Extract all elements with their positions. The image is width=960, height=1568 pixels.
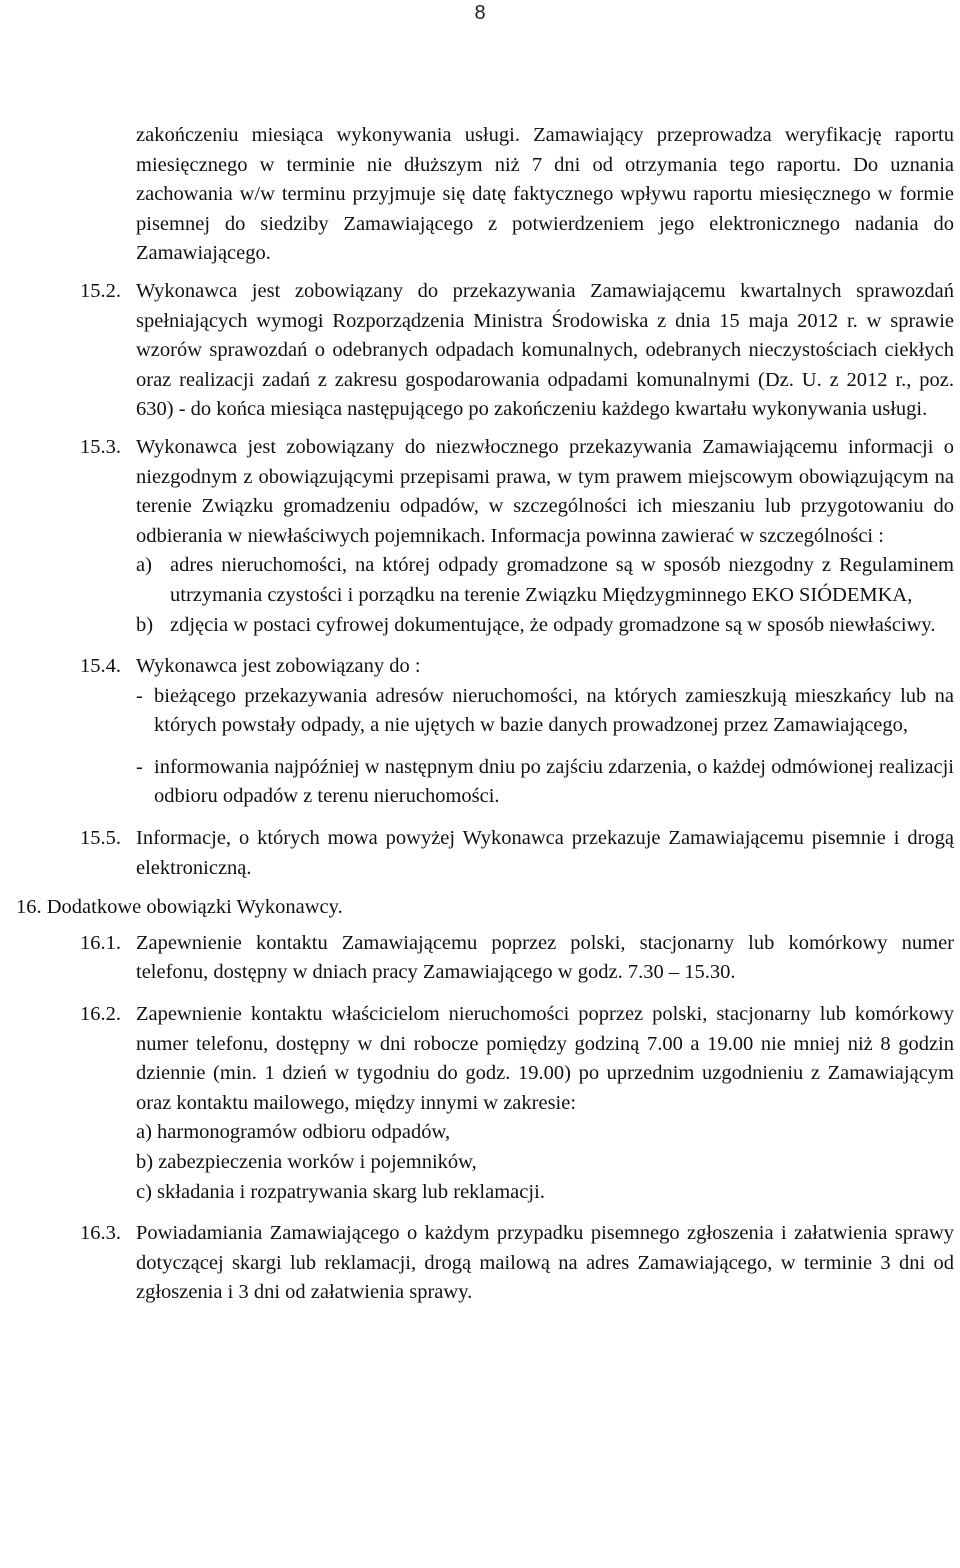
section-text: Zapewnienie kontaktu Zamawiającemu poprzez polski, stacjonarny lub komórkowy numer telefonu, dostępny w dniach pracy Zamawiającego w godz. 7.30 – 15.30. — [136, 931, 954, 984]
list-item-text: adres nieruchomości, na której odpady gromadzone są w sposób niezgodny z Regulaminem utrzymania czystości i porządku na terenie Związku Międzygminnego EKO SIÓDEMKA, — [170, 554, 954, 606]
page-number: 8 — [474, 2, 486, 24]
section-text: Wykonawca jest zobowiązany do : — [136, 655, 421, 678]
section-number: 15.2. — [80, 279, 121, 302]
section-16-2 — [0, 1000, 960, 1207]
section-number: 15.4. — [80, 655, 121, 678]
list-item-text: informowania najpóźniej w następnym dniu po zajściu zdarzenia, o każdej odmówionej realizacji odbioru odpadów z terenu nieruchomości. — [154, 755, 954, 808]
section-number: 16.2. — [80, 1003, 121, 1026]
section-16-heading: 16. Dodatkowe obowiązki Wykonawcy. — [16, 896, 343, 919]
section-15-3-list — [0, 551, 960, 640]
lead-paragraph: zakończeniu miesiąca wykonywania usługi. Zamawiający przeprowadza weryfikację raportu miesięcznego w terminie nie dłuższym niż 7 dni od otrzymania tego raportu. Do uznania zachowania w/w terminu przyjmuje się datę faktycznego wpływu raportu miesięcznego w formie pisemnej do siedziby Zamawiającego z potwierdzeniem jego elektronicznego nadania do Zamawiającego. — [136, 124, 954, 265]
section-number: 15.3. — [80, 435, 121, 458]
list-marker: - — [136, 684, 143, 707]
section-text: Powiadamiania Zamawiającego o każdym przypadku pisemnego zgłoszenia i załatwienia sprawy dotyczącej skargi lub reklamacji, drogą mailową na adres Zamawiającego, w terminie 3 dni od zgłoszenia i 3 dni od załatwienia sprawy. — [136, 1222, 954, 1304]
section-15-3 — [0, 433, 960, 551]
document-body — [0, 121, 960, 1308]
section-15-2 — [0, 277, 960, 425]
section-number: 16.3. — [80, 1222, 121, 1245]
list-item: b) zabezpieczenia worków i pojemników, — [136, 1151, 477, 1173]
list-item — [136, 551, 954, 610]
list-marker: - — [136, 755, 143, 778]
section-15-5 — [0, 824, 960, 883]
list-item: a) harmonogramów odbioru odpadów, — [136, 1121, 451, 1144]
section-16-1 — [0, 929, 960, 988]
section-number: 15.5. — [80, 827, 121, 850]
section-15-4-list — [0, 682, 960, 812]
section-text: Zapewnienie kontaktu właścicielom nieruchomości poprzez polski, stacjonarny lub komórkowy numer telefonu, dostępny w dni robocze pomiędzy godziną 7.00 a 19.00 nie mniej niż 8 godzin dziennie (min. 1 dzień w tygodniu do godz. 19.00) po uprzednim uzgodnieniu z Zamawiającym oraz kontaktu mailowego, między innymi w zakresie: — [136, 1003, 954, 1114]
section-text: Wykonawca jest zobowiązany do przekazywania Zamawiającemu kwartalnych sprawozdań spełniających wymogi Rozporządzenia Ministra Środowiska z dnia 15 maja 2012 r. w sprawie wzorów sprawozdań o odebranych odpadach komunalnych, odebranych nieczystościach ciekłych oraz realizacji zadań z zakresu gospodarowania odpadami komunalnymi (Dz. U. z 2012 r., poz. 630) - do końca miesiąca następującego po zakończeniu każdego kwartału wykonywania usługi. — [136, 279, 954, 421]
section-16-3 — [0, 1219, 960, 1308]
section-text: Wykonawca jest zobowiązany do niezwłocznego przekazywania Zamawiającemu informacji o niezgodnym z obowiązującymi przepisami prawa, w tym prawem miejscowym obowiązującym na terenie Związku gromadzeniu odpadów, w szczególności ich mieszaniu lub przygotowaniu do odbierania w niewłaściwych pojemnikach. Informacja powinna zawierać w szczególności : — [136, 435, 954, 547]
list-item: c) składania i rozpatrywania skarg lub reklamacji. — [136, 1180, 545, 1203]
list-item — [136, 611, 954, 641]
list-item — [136, 682, 954, 741]
section-number: 16.1. — [80, 931, 121, 954]
list-item-text: bieżącego przekazywania adresów nieruchomości, na których zamieszkują mieszkańcy lub na których powstały odpady, a nie ujętych w bazie danych prowadzonej przez Zamawiającego, — [154, 684, 954, 737]
list-marker: a) — [136, 554, 152, 577]
list-marker: b) — [136, 613, 154, 636]
list-item-text: zdjęcia w postaci cyfrowej dokumentujące, że odpady gromadzone są w sposób niewłaściwy. — [170, 613, 936, 636]
list-item — [136, 753, 954, 812]
section-text: Informacje, o których mowa powyżej Wykonawca przekazuje Zamawiającemu pisemnie i drogą elektroniczną. — [136, 827, 954, 879]
section-15-4 — [0, 652, 960, 682]
